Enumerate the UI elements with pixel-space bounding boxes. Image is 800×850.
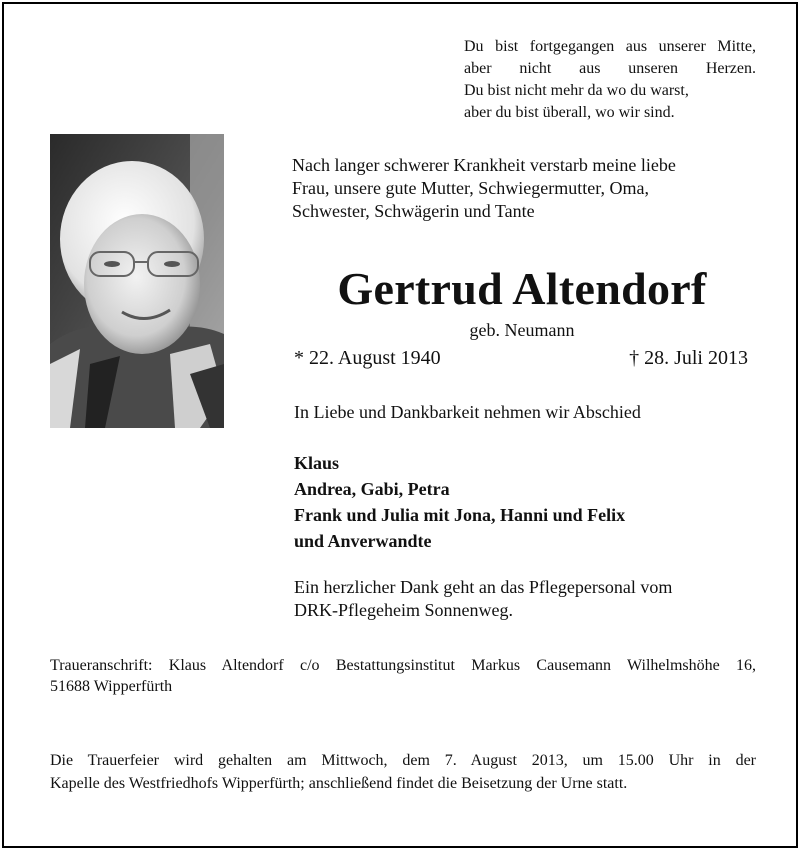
address-line: Traueranschrift: Klaus Altendorf c/o Bestattungsinstitut Markus Causemann Wilhelmshöhe 16, xyxy=(50,657,756,674)
mourner: und Anverwandte xyxy=(294,531,432,551)
poem-line: aber du bist überall, wo wir sind. xyxy=(464,104,675,121)
mourner: Andrea, Gabi, Petra xyxy=(294,479,450,499)
death-date: † 28. Juli 2013 xyxy=(629,347,748,369)
thanks-note xyxy=(294,576,734,622)
thanks-line: Ein herzlicher Dank geht an das Pflegepersonal vom xyxy=(294,577,673,597)
memorial-poem xyxy=(464,36,756,124)
death-announcement xyxy=(292,154,752,223)
poem-line: aber nicht aus unseren Herzen. xyxy=(464,60,756,77)
farewell-line: In Liebe und Dankbarkeit nehmen wir Abschied xyxy=(294,402,641,422)
birth-date: * 22. August 1940 xyxy=(294,347,441,369)
address-line: 51688 Wipperfürth xyxy=(50,678,173,695)
thanks-line: DRK-Pflegeheim Sonnenweg. xyxy=(294,600,513,620)
obituary-frame xyxy=(2,2,798,848)
deceased-name: Gertrud Altendorf xyxy=(337,263,707,314)
mourning-address xyxy=(50,655,756,697)
maiden-name: geb. Neumann xyxy=(469,320,575,340)
mourner: Klaus xyxy=(294,453,340,473)
portrait-photo xyxy=(50,134,224,428)
ceremony-line: Kapelle des Westfriedhofs Wipperfürth; anschließend findet die Beisetzung der Urne statt. xyxy=(50,775,628,792)
intro-line: Nach langer schwerer Krankheit verstarb meine liebe xyxy=(292,155,676,175)
intro-line: Schwester, Schwägerin und Tante xyxy=(292,201,535,221)
poem-line: Du bist nicht mehr da wo du warst, xyxy=(464,82,689,99)
mourners-list xyxy=(294,450,625,554)
ceremony-line: Die Trauerfeier wird gehalten am Mittwoch, dem 7. August 2013, um 15.00 Uhr in der xyxy=(50,752,756,769)
poem-line: Du bist fortgegangen aus unserer Mitte, xyxy=(464,38,756,55)
intro-line: Frau, unsere gute Mutter, Schwiegermutter, Oma, xyxy=(292,178,649,198)
funeral-ceremony-info xyxy=(50,749,756,795)
mourner: Frank und Julia mit Jona, Hanni und Felix xyxy=(294,505,626,525)
